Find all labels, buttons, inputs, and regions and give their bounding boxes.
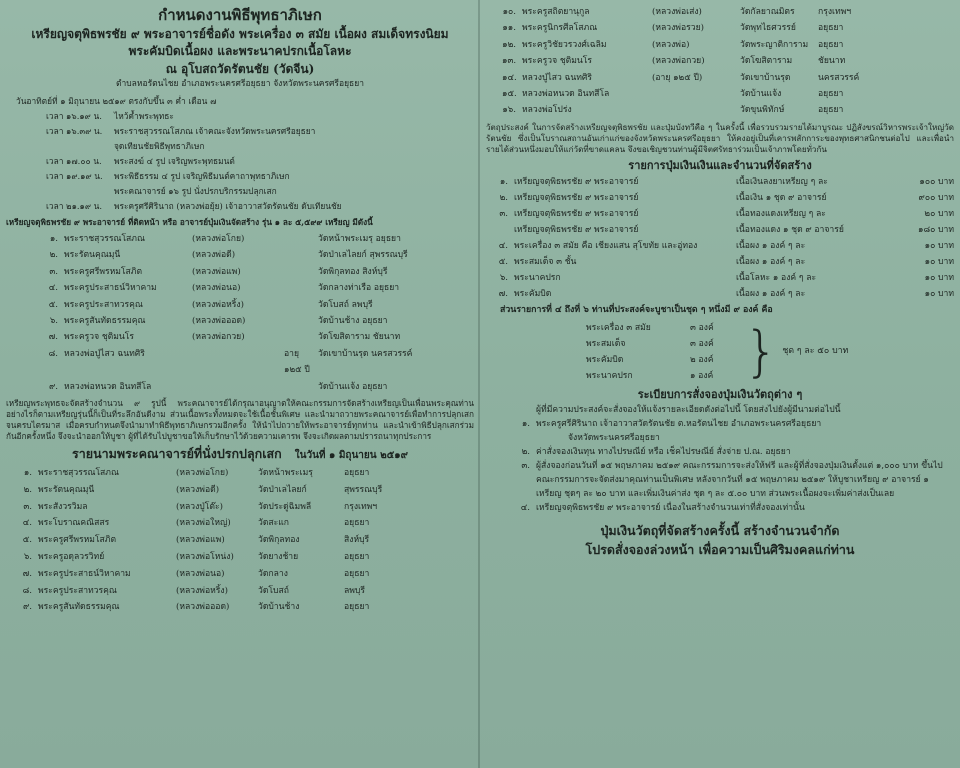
set-price: ชุด ๆ ละ ๕๐ บาท xyxy=(782,346,849,357)
donation-header: รายการปุ่มเงินเงินและจำนวนที่จัดสร้าง xyxy=(628,158,812,172)
list-item: ๑๒. พระครูวิชัยวรวงศ์เฉลิม (หลวงพ่อ) วัดพระญาติการาม อยุธยา xyxy=(502,39,844,50)
list-item: ๒. พระรัตนคุณมุนี (หลวงพ่อดี) วัดป่าเลไลยก์ สุพรรณบุรี xyxy=(49,250,408,261)
list-item: ๘. หลวงพ่อปู่ไสว ฉนทศิริ อายุ ๑๒๕ ปี วัดเขาบ้านรุด นครสวรรค์ xyxy=(48,348,413,376)
parok-monks-title: รายนามพระคณาจารย์ที่นั่งปรกปลุกเสก xyxy=(72,446,282,462)
list-item: ๕. พระครูศรีพรหมโสภิต (หลวงพ่อแพ) วัดพิกุลทอง สิงห์บุรี xyxy=(22,535,370,546)
set-composition xyxy=(486,320,954,384)
table-row: ๗. พระคัมบิด เนื้อผง ๑ องค์ ๆ ละ ๑๐ บาท xyxy=(498,288,954,299)
order-header: ระเบียบการสั่งจองปุ่มเงินวัตถุต่าง ๆ xyxy=(637,387,803,401)
schedule-row: เวลา ๒๑.๑๙ น. พระครูศรีศิรินาถ (หลวงพ่อยุ้ย) เจ้าอาวาสวัดรัตนชัย ดับเทียนชัย xyxy=(46,201,342,211)
list-item: ๔. พระครูประสาธน์วิหาคาม (หลวงพ่อนอ) วัดกลางท่าเรือ อยุธยา xyxy=(48,283,400,294)
footer-line-2: โปรดสั่งจองล่วงหน้า เพื่อความเป็นศิริมงคลแก่ท่าน xyxy=(585,541,855,557)
set-item-name: พระคัมบิด xyxy=(586,354,624,365)
order-intro: ผู้ที่มีความประสงค์จะสั่งจองให้แจ้งรายละเอียดดังต่อไปนี้ โดยส่งไปยังผู้มีนามต่อไปนี้ xyxy=(536,404,841,415)
ceremony-date: วันอาทิตย์ที่ ๑ มิถุนายน ๒๕๑๙ ตรงกับขึ้น ๓ ค่ำ เดือน ๗ xyxy=(16,96,217,106)
set-item-qty: ๑ องค์ xyxy=(690,370,714,381)
list-item: ๓. ผู้สั่งจองก่อนวันที่ ๑๕ พฤษภาคม ๒๕๑๙ คณะกรรมการจะส่งให้ฟรี และผู้ที่สั่งจองปุ่มเงินตั้งแต่ ๑,๐๐๐ บาท ขึ้นไป คณะกรรมการจะจัดส่งมาคุณท่านเป็นพิเศษ หลังจากวันที่ ๑๕ พฤษภาคม ๒๕๑๙ ให้บูชาเหรียญ ๙ อาจารย์ ๑ เหรียญ ชุดๆ ละ ๒๐ บาท และเพิ่มเงินค่าส่ง ชุด ๆ ละ ๕.๐๐ บาท ส่วนพระเนื้อผงจะเพิ่มค่าส่งเป็นเลย xyxy=(521,460,943,499)
list-item: ๑. พระราชสุวรรณโสภณ (หลวงพ่อโกย) วัดหน้าพระเมรุ อยุธยา xyxy=(49,234,401,244)
subtitle-line-2: พระคัมบิดเนื้อผง และพระนาคปรกเนื้อโลหะ xyxy=(128,44,352,58)
schedule-row: เวลา ๑๙.๑๙ น. พระพิธีธรรม ๔ รูป เจริญพิธีมนต์คาถาพุทธาภิเษก xyxy=(46,171,290,181)
purpose-paragraph: วัตถุประสงค์ ในการจัดสร้างเหรียญจตุพิธพรชัย และปุ่มบังทวีคือ ๆ ในครั้งนี้ เพื่อรวบรวมรายได้มาบูรณะ ปฏิสังขรณ์วิหารพระเจ้าใหญ่วัดรัตนชัย ซึ่งเป็นโบราณสถานอันเก่าแก่ของจังหวัดพระนครศรีอยุธยา ให้คงอยู่เป็นที่เคารพสักการะของพุทธศาสนิกชนต่อไป และเพื่อนำรายได้ส่วนหนึ่งมอบให้แก่วัดที่ขาดแคลน จึงขอเชิญชวนท่านผู้มีจิตศรัทธาร่วมเป็นเจ้าภาพโดยทั่วกัน xyxy=(486,121,954,154)
list-item: ๕. พระครูประสาทวรคุณ (หลวงพ่อหริ้ง) วัดโบสถ์ ลพบุรี xyxy=(48,299,373,310)
list-item: ๑๖. หลวงพ่อโปร่ง วัดขุนพิทักษ์ อยุธยา xyxy=(502,105,844,116)
schedule-row: เวลา ๑๖.๑๙ น. ไหว้ค้ำพระพุทธะ xyxy=(46,111,174,121)
list-item: ๑. พระครูศรีศิรินาถ เจ้าอาวาสวัดรัตนชัย ต.หอรัตนไชย อำเภอพระนครศรีอยุธยา xyxy=(521,418,822,429)
brace-icon: } xyxy=(744,319,779,383)
table-row: ๒. เหรียญจตุพิธพรชัย ๙ พระอาจารย์ เนื้อเงิน ๑ ชุด ๙ อาจารย์ ๙๐๐ บาท xyxy=(499,192,954,203)
left-column xyxy=(6,6,474,616)
list-item: ๑๐. พระครูสถิตยานุกูล (หลวงพ่อเส่ง) วัดกัลยาณมิตร กรุงเทพฯ xyxy=(502,7,852,17)
list-item: ๗. พระครูวจ ชุติมนโร (หลวงพ่อกวย) วัดโฆสิตาราม ชัยนาท xyxy=(48,332,401,343)
list-item: ๓. พระครูศรีพรหมโสภิต (หลวงพ่อแพ) วัดพิกุลทอง สิงห์บุรี xyxy=(49,266,388,277)
schedule xyxy=(6,109,474,214)
parok-monks-header xyxy=(6,445,474,465)
list-item: ๖. พระครูสันทัดธรรมคุณ (หลวงพ่อออด) วัดบ้านช้าง อยุธยา xyxy=(49,316,388,327)
list-item: ๔. พระโบราณคณิสสร (หลวงพ่อใหญ่) วัดสะแก อยุธยา xyxy=(22,518,370,529)
list-item: ๓. พระสังวรวิมล (หลวงปู่โต๊ะ) วัดประดู่ฉิมพลี กรุงเทพฯ xyxy=(23,501,378,512)
list-item: ๔. เหรียญจตุพิธพรชัย ๙ พระอาจารย์ เนื่องในสร้างจำนวนเท่าที่สั่งจองเท่านั้น xyxy=(520,502,805,513)
footer-line-1: ปุ่มเงินวัตถุที่จัดสร้างครั้งนี้ สร้างจำนวนจำกัด xyxy=(600,522,840,538)
list-item: ๗. พระครูประสาธน์วิหาคาม (หลวงพ่อนอ) วัดกลาง อยุธยา xyxy=(22,568,370,579)
set-item-qty: ๓ องค์ xyxy=(690,338,714,349)
list-item: ๒. พระรัตนคุณมุนี (หลวงพ่อดี) วัดป่าเลไลยก์ สุพรรณบุรี xyxy=(23,484,383,495)
list-item: ๑๔. หลวงปู่ไสว ฉนทศิริ (อายุ ๑๒๕ ปี) วัดเขาบ้านรุด นครสวรรค์ xyxy=(502,72,860,83)
table-row: ๔. พระเครื่อง ๓ สมัย คือ เชียงแสน สุโขทัย และอู่ทอง เนื้อผง ๑ องค์ ๆ ละ ๑๐ บาท xyxy=(498,240,954,251)
list-item: จังหวัดพระนครศรีอยุธยา xyxy=(568,432,660,443)
blessing-monk-list xyxy=(6,231,474,395)
schedule-row: จุดเทียนชัยพิธีพุทธาภิเษก xyxy=(114,141,205,151)
table-row: ๓. เหรียญจตุพิธพรชัย ๙ พระอาจารย์ เนื้อทองแดงเหรียญ ๆ ละ ๒๐ บาท xyxy=(499,208,954,219)
set-item-qty: ๓ องค์ xyxy=(690,322,714,333)
set-item-name: พระนาคปรก xyxy=(586,370,633,381)
list-item: ๑. พระราชสุวรรณโสภณ (หลวงพ่อโกย) วัดหน้าพระเมรุ อยุธยา xyxy=(23,468,370,479)
list-item: ๖. พระครูอดุลวรวิทย์ (หลวงพ่อโหน่ง) วัดยางช้าย อยุธยา xyxy=(23,552,370,563)
subtitle-line-1: เหรียญจตุพิธพรชัย ๙ พระอาจารย์ชื่อดัง พระเครื่อง ๓ สมัย เนื้อผง สมเด็จทรงนิยม xyxy=(31,27,449,41)
list-item: ๒. ค่าสั่งจองเงินทุน ทางไปรษณีย์ หรือ เช็คไปรษณีย์ สั่งจ่าย ป.ณ. อยุธยา xyxy=(521,446,791,457)
set-description: ส่วนรายการที่ ๔ ถึงที่ ๖ ท่านที่ประสงค์จะบูชาเป็นชุด ๆ หนึ่งมี ๙ องค์ คือ xyxy=(500,304,773,315)
donation-list xyxy=(486,174,954,302)
list-item: ๙. พระครูสันทัดธรรมคุณ (หลวงพ่อออด) วัดบ้านช้าง อยุธยา xyxy=(22,602,370,613)
blessing-note-paragraph: เหรียญพระพุทธจะจัดสร้างจำนวน ๙ รูปนี้ พระคณาจารย์ได้กรุณาอนุญาตให้คณะกรรมการจัดสร้างเหรียญเป็นเพื่อนพระคุณท่านอย่างไรก็ตามเหรียญรุ่นนี้ก็เป็นที่ระลึกอันดีงาม ส่วนเนื้อพระทั้งหมดจะใช้เนื้อชั้นพิเศษ และนำมาถวายพระคณาจารย์เพื่อทำการปลุกเสกจนครบไตรมาส เมื่อครบกำหนดจึงนำมาทำพิธีพุทธาภิเษกรวมอีกครั้ง ให้นำไปถวายให้พระอาจารย์ทุกท่าน และนำเข้าพิธีปลุกเสกร่วมกันอีกครั้งหนึ่ง จึงจะนำออกให้บูชา ผู้ที่ได้รับไปบูชาขอให้เก็บรักษาไว้ด้วยความเคารพ จึงจะเกิดผลตามปรารถนาทุกประการ xyxy=(6,398,474,442)
table-row: เหรียญจตุพิธพรชัย ๙ พระอาจารย์ เนื้อทองแดง ๑ ชุด ๙ อาจารย์ ๑๘๐ บาท xyxy=(514,224,954,235)
schedule-row: เวลา ๑๖.๓๙ น. พระราชสุวรรณโสภณ เจ้าคณะจังหวัดพระนครศรีอยุธยา xyxy=(46,126,316,136)
venue: ณ อุโบสถวัดรัตนชัย (วัดจีน) xyxy=(165,62,315,76)
order-list xyxy=(486,417,954,515)
page-fold xyxy=(478,0,480,768)
parok-monks-date: ในวันที่ ๑ มิถุนายน ๒๕๑๙ xyxy=(294,450,408,462)
set-item-name: พระสมเด็จ xyxy=(586,338,626,349)
list-item: ๑๑. พระครูนิกรศีลโสภณ (หลวงพ่อรวย) วัดพุทไธศวรรย์ อยุธยา xyxy=(502,23,844,34)
set-item-list xyxy=(586,320,740,384)
document-title: กำหนดงานพิธีพุทธาภิเษก xyxy=(158,6,322,24)
list-item: ๙. หลวงพ่อหนวด อินทสีโล วัดบ้านแจ้ง อยุธยา xyxy=(48,381,388,392)
set-item-qty: ๒ องค์ xyxy=(690,354,714,365)
table-row: ๖. พระนาคปรก เนื้อโลหะ ๑ องค์ ๆ ละ ๑๐ บาท xyxy=(499,272,954,283)
list-item: ๘. พระครูประสาทวรคุณ (หลวงพ่อหริ้ง) วัดโบสถ์ ลพบุรี xyxy=(22,585,366,596)
right-column xyxy=(486,4,954,559)
blessing-header: เหรียญจตุพิธพรชัย ๙ พระอาจารย์ ที่ติดหน้า หรือ อาจารย์ปุ่มเงินจัดสร้าง รุ่น ๑ ละ ๕,๕๙๙ เหรียญ มีดังนี้ xyxy=(6,217,373,227)
parok-monk-list xyxy=(6,465,474,616)
parok-monk-list-continued xyxy=(486,4,954,119)
table-row: ๑. เหรียญจตุพิธพรชัย ๙ พระอาจารย์ เนื้อเงินลงยาเหรียญ ๆ ละ ๑๐๐ บาท xyxy=(499,176,954,187)
schedule-row: พระคณาจารย์ ๑๖ รูป นั่งปรกบริกรรมปลุกเสก xyxy=(114,186,277,196)
set-item-name: พระเครื่อง ๓ สมัย xyxy=(586,322,651,333)
venue-address: ตำบลหอรัตนไชย อำเภอพระนครศรีอยุธยา จังหวัดพระนครศรีอยุธยา xyxy=(115,79,364,89)
list-item: ๑๕. หลวงพ่อหนวด อินทสีโล วัดบ้านแจ้ง อยุธยา xyxy=(502,89,844,100)
schedule-row: เวลา ๑๗.๐๐ น. พระสงฆ์ ๔ รูป เจริญพระพุทธมนต์ xyxy=(46,156,235,166)
list-item: ๑๓. พระครูวจ ชุติมนโร (หลวงพ่อกวย) วัดโฆสิตาราม ชัยนาท xyxy=(502,56,846,67)
table-row: ๕. พระสมเด็จ ๓ ชั้น เนื้อผง ๑ องค์ ๆ ละ ๑๐ บาท xyxy=(498,256,954,267)
